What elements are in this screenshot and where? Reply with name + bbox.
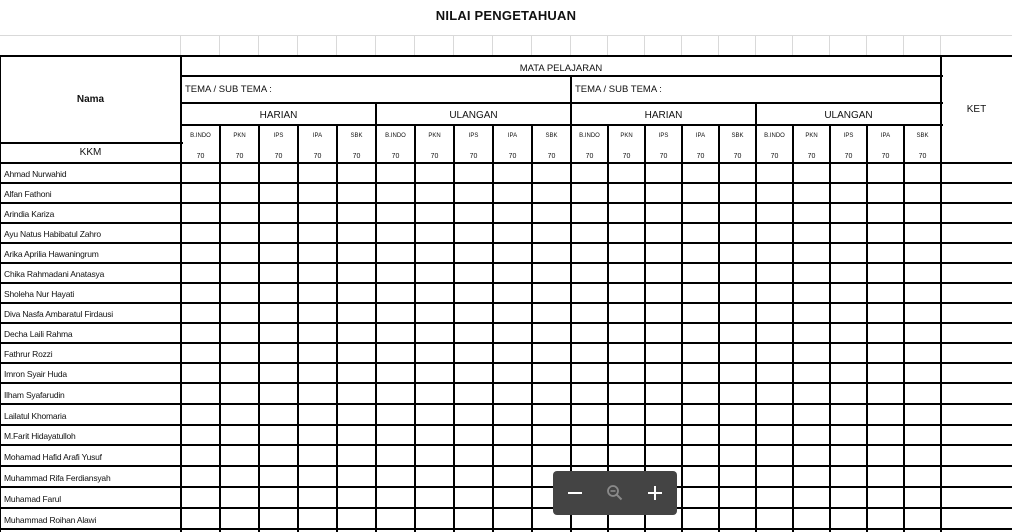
table-row <box>0 303 1012 323</box>
kkm-value: 70 <box>622 153 631 160</box>
border-line <box>903 36 904 57</box>
kkm-value: 70 <box>696 153 705 160</box>
kkm-value: 70 <box>391 153 400 160</box>
ket-header: KET <box>966 104 987 115</box>
student-name: Decha Laili Rahma <box>4 329 73 339</box>
zoom-reset-button[interactable] <box>595 471 635 515</box>
border-line <box>414 36 415 57</box>
student-name: M.Farit Hidayatulloh <box>4 431 76 441</box>
magnifier-icon <box>606 484 624 502</box>
subject-header: IPS <box>658 133 669 139</box>
subject-header: SBK <box>731 133 744 139</box>
minus-icon <box>567 485 583 501</box>
border-line <box>297 36 298 57</box>
table-row <box>0 383 1012 404</box>
student-name: Ilham Syafarudin <box>4 390 65 400</box>
plus-icon <box>647 485 663 501</box>
table-row <box>0 263 1012 283</box>
table-row <box>0 163 1012 183</box>
student-name: Fathrur Rozzi <box>4 349 53 359</box>
kkm-value: 70 <box>508 153 517 160</box>
table-row <box>0 487 1012 508</box>
tema-label: TEMA / SUB TEMA : <box>575 84 662 95</box>
table-row <box>0 283 1012 303</box>
kkm-value: 70 <box>881 153 890 160</box>
border-line <box>219 36 220 57</box>
student-name: Lailatul Khomaria <box>4 411 67 421</box>
subject-header: PKN <box>233 133 246 139</box>
zoom-control <box>553 471 677 515</box>
zoom-in-button[interactable] <box>635 471 675 515</box>
table-row <box>0 243 1012 263</box>
kkm-value: 70 <box>918 153 927 160</box>
subject-header: IPA <box>880 133 891 139</box>
kkm-value: 70 <box>547 153 556 160</box>
nama-header: Nama <box>76 94 105 105</box>
subject-header: IPS <box>843 133 854 139</box>
student-name: Chika Rahmadani Anatasya <box>4 269 105 279</box>
subject-header: IPS <box>273 133 284 139</box>
kkm-label: KKM <box>79 147 102 158</box>
border-line <box>940 36 941 57</box>
table-row <box>0 363 1012 383</box>
border-line <box>681 36 682 57</box>
zoom-out-button[interactable] <box>555 471 595 515</box>
student-name: Arika Aprilia Hawaningrum <box>4 249 99 259</box>
group-header-harian: HARIAN <box>644 110 683 121</box>
border-line <box>492 36 493 57</box>
subject-header: B.INDO <box>579 133 600 139</box>
student-name: Sholeha Nur Hayati <box>4 289 75 299</box>
table-row <box>0 445 1012 466</box>
student-name: Muhammad Rifa Ferdiansyah <box>4 473 111 483</box>
student-name: Ahmad Nurwahid <box>4 169 67 179</box>
subject-header: SBK <box>350 133 363 139</box>
subject-header: IPA <box>695 133 706 139</box>
kkm-value: 70 <box>770 153 779 160</box>
border-line <box>570 36 571 57</box>
border-line <box>375 36 376 57</box>
student-name: Arindia Kariza <box>4 209 55 219</box>
subject-header: SBK <box>545 133 558 139</box>
border-line <box>607 36 608 57</box>
border-line <box>792 36 793 57</box>
kkm-value: 70 <box>469 153 478 160</box>
border-line <box>0 35 1012 36</box>
kkm-value: 70 <box>659 153 668 160</box>
border-line <box>0 55 1012 57</box>
table-row <box>0 183 1012 203</box>
student-name: Imron Syair Huda <box>4 369 67 379</box>
student-name: Muhammad Roihan Alawi <box>4 515 97 525</box>
student-name: Diva Nasfa Ambaratul Firdausi <box>4 309 113 319</box>
table-row <box>0 203 1012 223</box>
subject-header: PKN <box>620 133 633 139</box>
table-row <box>0 223 1012 243</box>
border-line <box>829 36 830 57</box>
group-header-harian: HARIAN <box>259 110 298 121</box>
student-name: Muhamad Farul <box>4 494 61 504</box>
kkm-value: 70 <box>196 153 205 160</box>
subject-header: PKN <box>428 133 441 139</box>
kkm-value: 70 <box>430 153 439 160</box>
student-name: Mohamad Hafid Arafi Yusuf <box>4 452 102 462</box>
page-title: NILAI PENGETAHUAN <box>435 8 577 23</box>
kkm-value: 70 <box>807 153 816 160</box>
group-header-ulangan: ULANGAN <box>449 110 498 121</box>
border-line <box>531 36 532 57</box>
kkm-value: 70 <box>844 153 853 160</box>
table-row <box>0 425 1012 445</box>
student-name: Ayu Natus Habibatul Zahro <box>4 229 101 239</box>
table-row <box>0 508 1012 529</box>
kkm-value: 70 <box>313 153 322 160</box>
kkm-value: 70 <box>235 153 244 160</box>
border-line <box>181 102 943 104</box>
table-row <box>0 323 1012 343</box>
subject-header: B.INDO <box>385 133 406 139</box>
table-row <box>0 466 1012 487</box>
kkm-value: 70 <box>733 153 742 160</box>
subject-header: PKN <box>805 133 818 139</box>
subject-header: B.INDO <box>190 133 211 139</box>
border-line <box>755 36 756 57</box>
kkm-value: 70 <box>352 153 361 160</box>
border-line <box>180 36 181 57</box>
kkm-value: 70 <box>585 153 594 160</box>
subject-header: SBK <box>916 133 929 139</box>
border-line <box>718 36 719 57</box>
subject-header: IPS <box>468 133 479 139</box>
border-line <box>866 36 867 57</box>
border-line <box>181 75 943 77</box>
subject-header: IPA <box>312 133 323 139</box>
subject-header: B.INDO <box>764 133 785 139</box>
table-row <box>0 343 1012 363</box>
border-line <box>336 36 337 57</box>
border-line <box>258 36 259 57</box>
border-line <box>644 36 645 57</box>
tema-label: TEMA / SUB TEMA : <box>185 84 272 95</box>
mata-pelajaran-header: MATA PELAJARAN <box>519 63 603 74</box>
subject-header: IPA <box>507 133 518 139</box>
student-name: Alfan Fathoni <box>4 189 52 199</box>
kkm-value: 70 <box>274 153 283 160</box>
table-row <box>0 404 1012 425</box>
group-header-ulangan: ULANGAN <box>824 110 873 121</box>
border-line <box>453 36 454 57</box>
border-line <box>0 142 183 144</box>
